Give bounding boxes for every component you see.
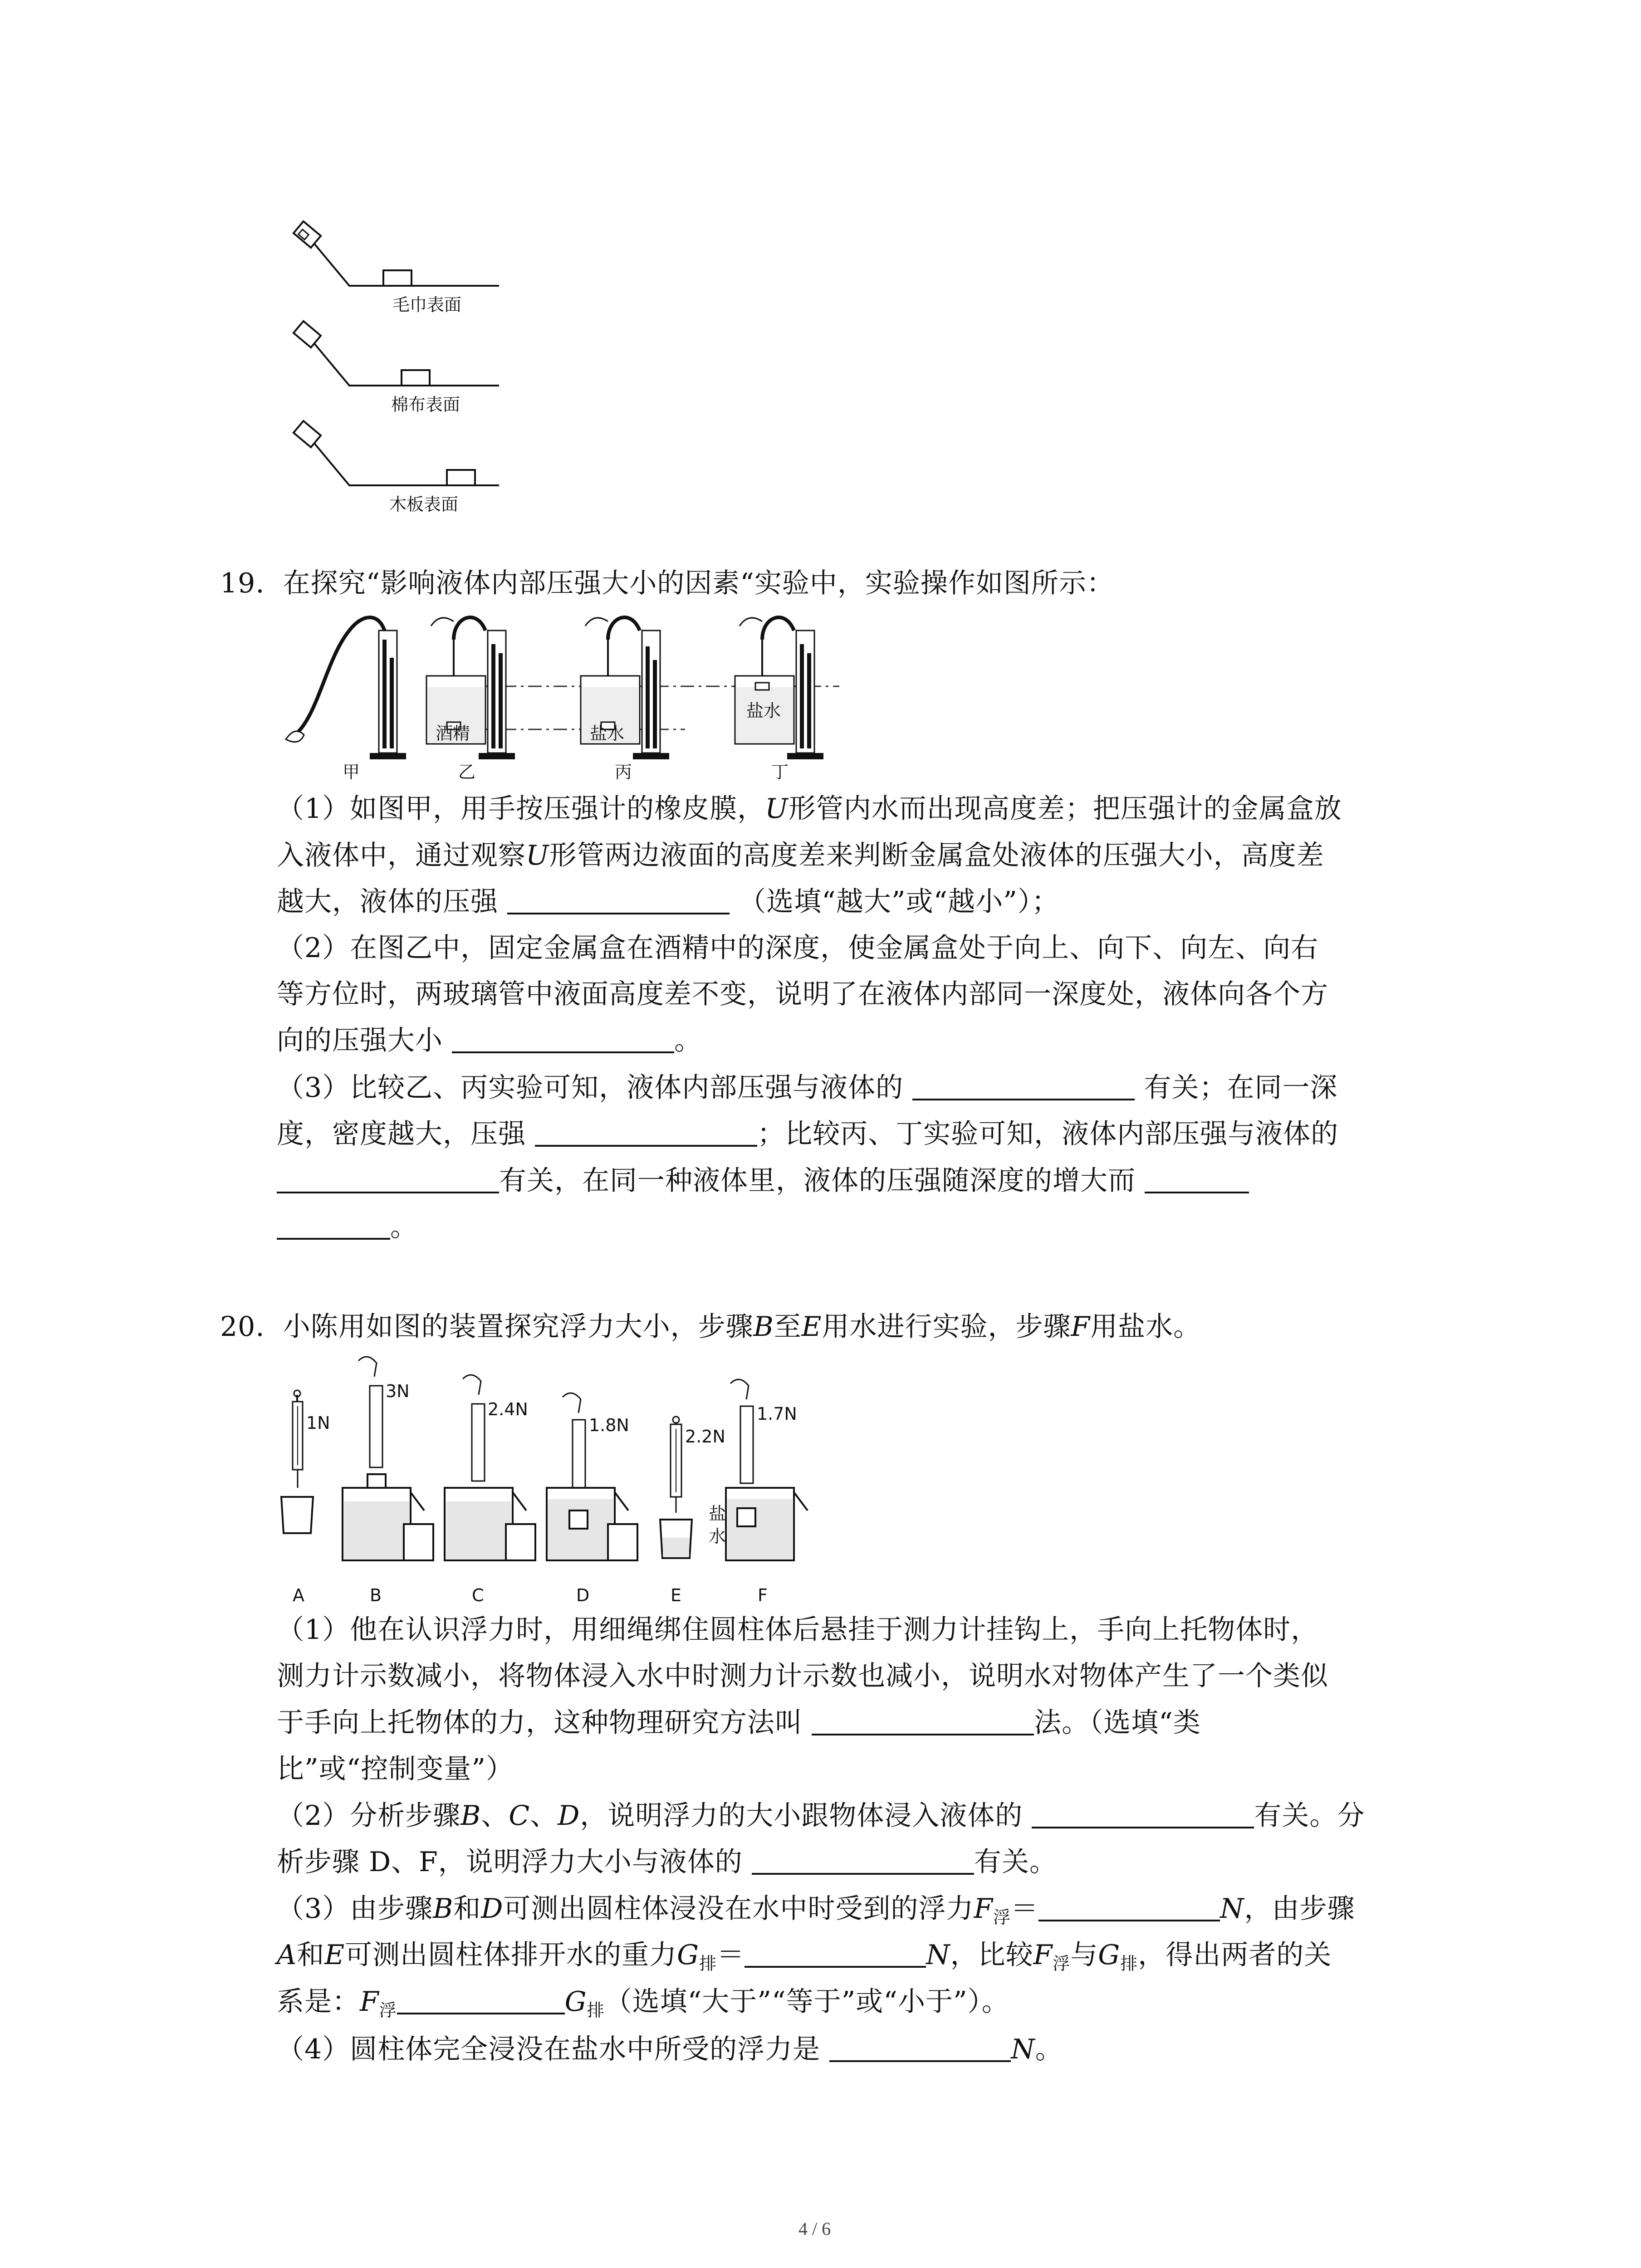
q19-blank-6a[interactable]: [1145, 1164, 1249, 1193]
reading-b: 3N: [386, 1381, 410, 1401]
q19-p3-line1: （3）比较乙、丙实验可知，液体内部压强与液体的 有关；在同一深: [277, 1072, 1338, 1104]
reading-c: 2.4N: [488, 1399, 528, 1419]
q20-blank-7[interactable]: [829, 2033, 1011, 2062]
step-f: [709, 1379, 808, 1605]
q20-blank-2[interactable]: [1032, 1799, 1254, 1828]
q19-blank-5[interactable]: [277, 1164, 499, 1193]
q20-blank-4[interactable]: [1038, 1892, 1220, 1921]
reading-f: 1.7N: [757, 1404, 797, 1424]
label-wood: 木板表面: [389, 494, 459, 514]
q20-blank-6[interactable]: [397, 1985, 565, 2014]
label-cotton: 棉布表面: [391, 395, 460, 415]
label-step-f: F: [758, 1585, 768, 1605]
gauge-ding: [735, 617, 823, 782]
label-step-b: B: [370, 1585, 382, 1605]
q20-stem: 20. 小陈用如图的装置探究浮力大小，步骤B至E用水进行实验，步骤F用盐水。: [220, 1311, 1201, 1343]
q20-blank-1[interactable]: [812, 1706, 1034, 1735]
label-jia: 甲: [343, 762, 360, 782]
incline-surfaces-figure: [272, 213, 526, 522]
q19-stem: 19. 在探究“影响液体内部压强大小的因素“实验中，实验操作如图所示：: [220, 567, 1114, 599]
buoyancy-figure: [277, 1352, 844, 1606]
incline-cotton: [294, 321, 499, 415]
q20-p4-line1: （4）圆柱体完全浸没在盐水中所受的浮力是 N。: [277, 2033, 1063, 2065]
q20-p3-line2: A和E可测出圆柱体排开水的重力$G_排= N$，比较$F_浮$与$G_排$，得出两者的关: [277, 1939, 1332, 1974]
liquid-brine-2: 盐水: [746, 701, 781, 721]
label-step-a: A: [293, 1585, 304, 1605]
q19-p1-line3: 越大，液体的压强 （选填“越大”或“越小”）；: [277, 886, 1059, 918]
q20-p1-line2: 测力计示数减小，将物体浸入水中时测力计示数也减小，说明水对物体产生了一个类似: [277, 1660, 1328, 1692]
q19-p1-line1: （1）如图甲，用手按压强计的橡皮膜，U形管内水而出现高度差；把压强计的金属盒放: [277, 793, 1342, 825]
step-c: [445, 1375, 535, 1605]
pressure-gauge-figure: [277, 603, 957, 785]
q19-blank-4[interactable]: [535, 1118, 757, 1147]
q19-p1-line2: 入液体中，通过观察U形管两边液面的高度差来判断金属盒处液体的压强大小，高度差: [277, 840, 1324, 871]
label-towel: 毛巾表面: [392, 295, 462, 315]
q19-p3-line3: 有关，在同一种液体里，液体的压强随深度的增大而: [277, 1159, 1249, 1202]
q19-blank-2[interactable]: [452, 1024, 674, 1053]
q19-blank-1[interactable]: [507, 885, 730, 914]
label-step-d: D: [576, 1585, 590, 1605]
label-bing: 丙: [615, 762, 632, 782]
incline-wood: [294, 421, 499, 514]
q19-blank-3[interactable]: [912, 1071, 1135, 1100]
q19-p2-line1: （2）在图乙中，固定金属盒在酒精中的深度，使金属盒处于向上、向下、向左、向右: [277, 932, 1319, 964]
label-step-c: C: [472, 1585, 484, 1605]
q20-p2-line2: 析步骤 D、F，说明浮力大小与液体的 有关。: [277, 1846, 1057, 1878]
step-d: [547, 1393, 637, 1605]
label-salt-2: 水: [709, 1526, 726, 1546]
q20-p1-line3: 于手向上托物体的力，这种物理研究方法叫 法。（选填“类: [277, 1707, 1201, 1739]
q20-p1-line4: 比”或“控制变量”）: [277, 1753, 514, 1785]
reading-d: 1.8N: [589, 1415, 629, 1435]
page-number: 4 / 6: [798, 2219, 831, 2239]
q20-p3-line1: （3）由步骤B和D可测出圆柱体浸没在水中时受到的浮力$F_浮= N$，由步骤: [277, 1893, 1355, 1927]
label-ding: 丁: [771, 762, 789, 782]
gauge-bing: [581, 617, 669, 782]
reading-e: 2.2N: [685, 1427, 725, 1447]
label-step-e: E: [671, 1585, 682, 1605]
q19-number: 19.: [220, 567, 265, 599]
q19-p2-line3: 向的压强大小 。: [277, 1025, 702, 1056]
step-b: [343, 1357, 433, 1605]
reading-a: 1N: [306, 1413, 330, 1433]
q19-p3-line4: 。: [277, 1205, 418, 1249]
q20-p2-line1: （2）分析步骤B、C、D，说明浮力的大小跟物体浸入液体的 有关。分: [277, 1800, 1365, 1832]
q20-blank-5[interactable]: [745, 1939, 926, 1968]
liquid-alcohol: 酒精: [436, 723, 470, 743]
q19-p3-line2: 度，密度越大，压强 ；比较丙、丁实验可知，液体内部压强与液体的: [277, 1118, 1339, 1150]
incline-towel: [294, 221, 499, 315]
q19-p2-line2: 等方位时，两玻璃管中液面高度差不变，说明了在液体内部同一深度处，液体向各个方: [277, 978, 1328, 1010]
label-yi: 乙: [458, 762, 476, 782]
gauge-yi: [426, 617, 515, 782]
gauge-jia: [286, 617, 406, 782]
q20-number: 20.: [220, 1311, 265, 1343]
liquid-brine-1: 盐水: [590, 723, 625, 743]
label-salt-1: 盐: [709, 1504, 726, 1524]
step-a: [281, 1390, 330, 1605]
q20-p3-line3: 系是：$F_浮$ $G_排$（选填“大于”“等于”或“小于”）。: [277, 1986, 1009, 2020]
q20-blank-3[interactable]: [752, 1846, 974, 1875]
q20-p1-line1: （1）他在认识浮力时，用细绳绑住圆柱体后悬挂于测力计挂钩上，手向上托物体时，: [277, 1614, 1319, 1646]
q19-blank-6b[interactable]: [277, 1211, 390, 1240]
